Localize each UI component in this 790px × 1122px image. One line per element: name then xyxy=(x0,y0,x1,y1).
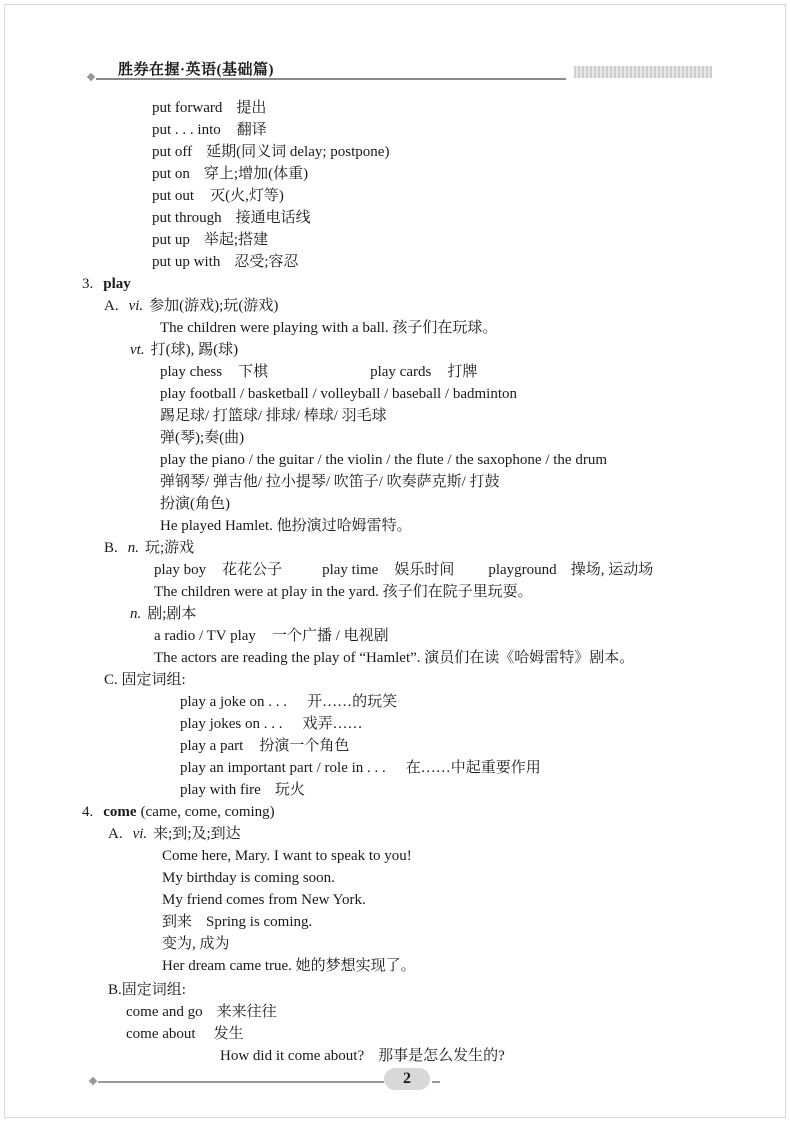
example-line: Her dream came true. 她的梦想实现了。 xyxy=(162,958,416,974)
phrase-line: put up with 忍受;容忍 xyxy=(152,254,299,270)
book-title: 胜券在握·英语(基础篇) xyxy=(118,62,274,78)
example-line: play boy 花花公子 play time 娱乐时间 playground 操场, 运动场 xyxy=(154,562,654,578)
entry-heading: 3. play xyxy=(82,276,131,292)
sense-line: A. vi. 来;到;及;到达 xyxy=(108,826,241,842)
sense-line: vt. 打(球), 踢(球) xyxy=(130,342,239,358)
entry-heading: 4. come (came, come, coming) xyxy=(82,804,275,820)
phrase-line: play jokes on . . . 戏弄…… xyxy=(180,716,363,732)
phrase-line: put up 举起;搭建 xyxy=(152,232,269,248)
example-line: play the piano / the guitar / the violin / the flute / the saxophone / the drum xyxy=(160,452,607,468)
header-decorative-bar xyxy=(574,66,712,78)
example-line: The children were at play in the yard. 孩子们在院子里玩耍。 xyxy=(154,584,533,600)
phrase-line: put on 穿上;增加(体重) xyxy=(152,166,309,182)
sense-line: B. n. 玩;游戏 xyxy=(104,540,195,556)
example-line: play football / basketball / volleyball / baseball / badminton xyxy=(160,386,518,402)
phrase-line: put off 延期(同义词 delay; postpone) xyxy=(152,144,390,160)
sense-line: n. 剧;剧本 xyxy=(130,606,197,622)
example-line: The children were playing with a ball. 孩子们在玩球。 xyxy=(160,320,498,336)
example-line: play chess 下棋 play cards 打牌 xyxy=(160,364,478,380)
example-line: My birthday is coming soon. xyxy=(162,870,335,886)
footer-rule-end xyxy=(432,1081,440,1083)
example-line: 到来 Spring is coming. xyxy=(162,914,313,930)
example-line: My friend comes from New York. xyxy=(162,892,366,908)
phrase-line: put through 接通电话线 xyxy=(152,210,311,226)
header-rule xyxy=(96,78,566,80)
page-number: 2 xyxy=(384,1068,430,1090)
phrase-line: put out 灭(火,灯等) xyxy=(152,188,284,204)
phrase-line: play with fire 玩火 xyxy=(180,782,305,798)
phrase-line: play an important part / role in . . . 在……中起重要作用 xyxy=(180,760,541,776)
sense-line: C. 固定词组: xyxy=(104,672,186,688)
example-line: Come here, Mary. I want to speak to you! xyxy=(162,848,412,864)
phrase-line: put . . . into 翻译 xyxy=(152,122,267,138)
phrase-line: come and go 来来往往 xyxy=(126,1004,277,1020)
example-line: 变为, 成为 xyxy=(162,936,230,952)
example-line: 扮演(角色) xyxy=(160,496,230,512)
example-line: How did it come about? 那事是怎么发生的? xyxy=(220,1048,505,1064)
phrase-line: put forward 提出 xyxy=(152,100,267,116)
example-line: 弹(琴);奏(曲) xyxy=(160,430,245,446)
sense-line: B.固定词组: xyxy=(108,982,186,998)
phrase-line: play a part 扮演一个角色 xyxy=(180,738,350,754)
example-line: a radio / TV play 一个广播 / 电视剧 xyxy=(154,628,389,644)
sense-line: A. vi. 参加(游戏);玩(游戏) xyxy=(104,298,279,314)
example-line: 弹钢琴/ 弹吉他/ 拉小提琴/ 吹笛子/ 吹奏萨克斯/ 打鼓 xyxy=(160,474,500,490)
example-line: 踢足球/ 打篮球/ 排球/ 棒球/ 羽毛球 xyxy=(160,408,387,424)
phrase-line: play a joke on . . . 开……的玩笑 xyxy=(180,694,398,710)
example-line: The actors are reading the play of “Hamlet”. 演员们在读《哈姆雷特》剧本。 xyxy=(154,650,635,666)
phrase-line: come about 发生 xyxy=(126,1026,244,1042)
footer-rule xyxy=(98,1081,384,1083)
example-line: He played Hamlet. 他扮演过哈姆雷特。 xyxy=(160,518,412,534)
